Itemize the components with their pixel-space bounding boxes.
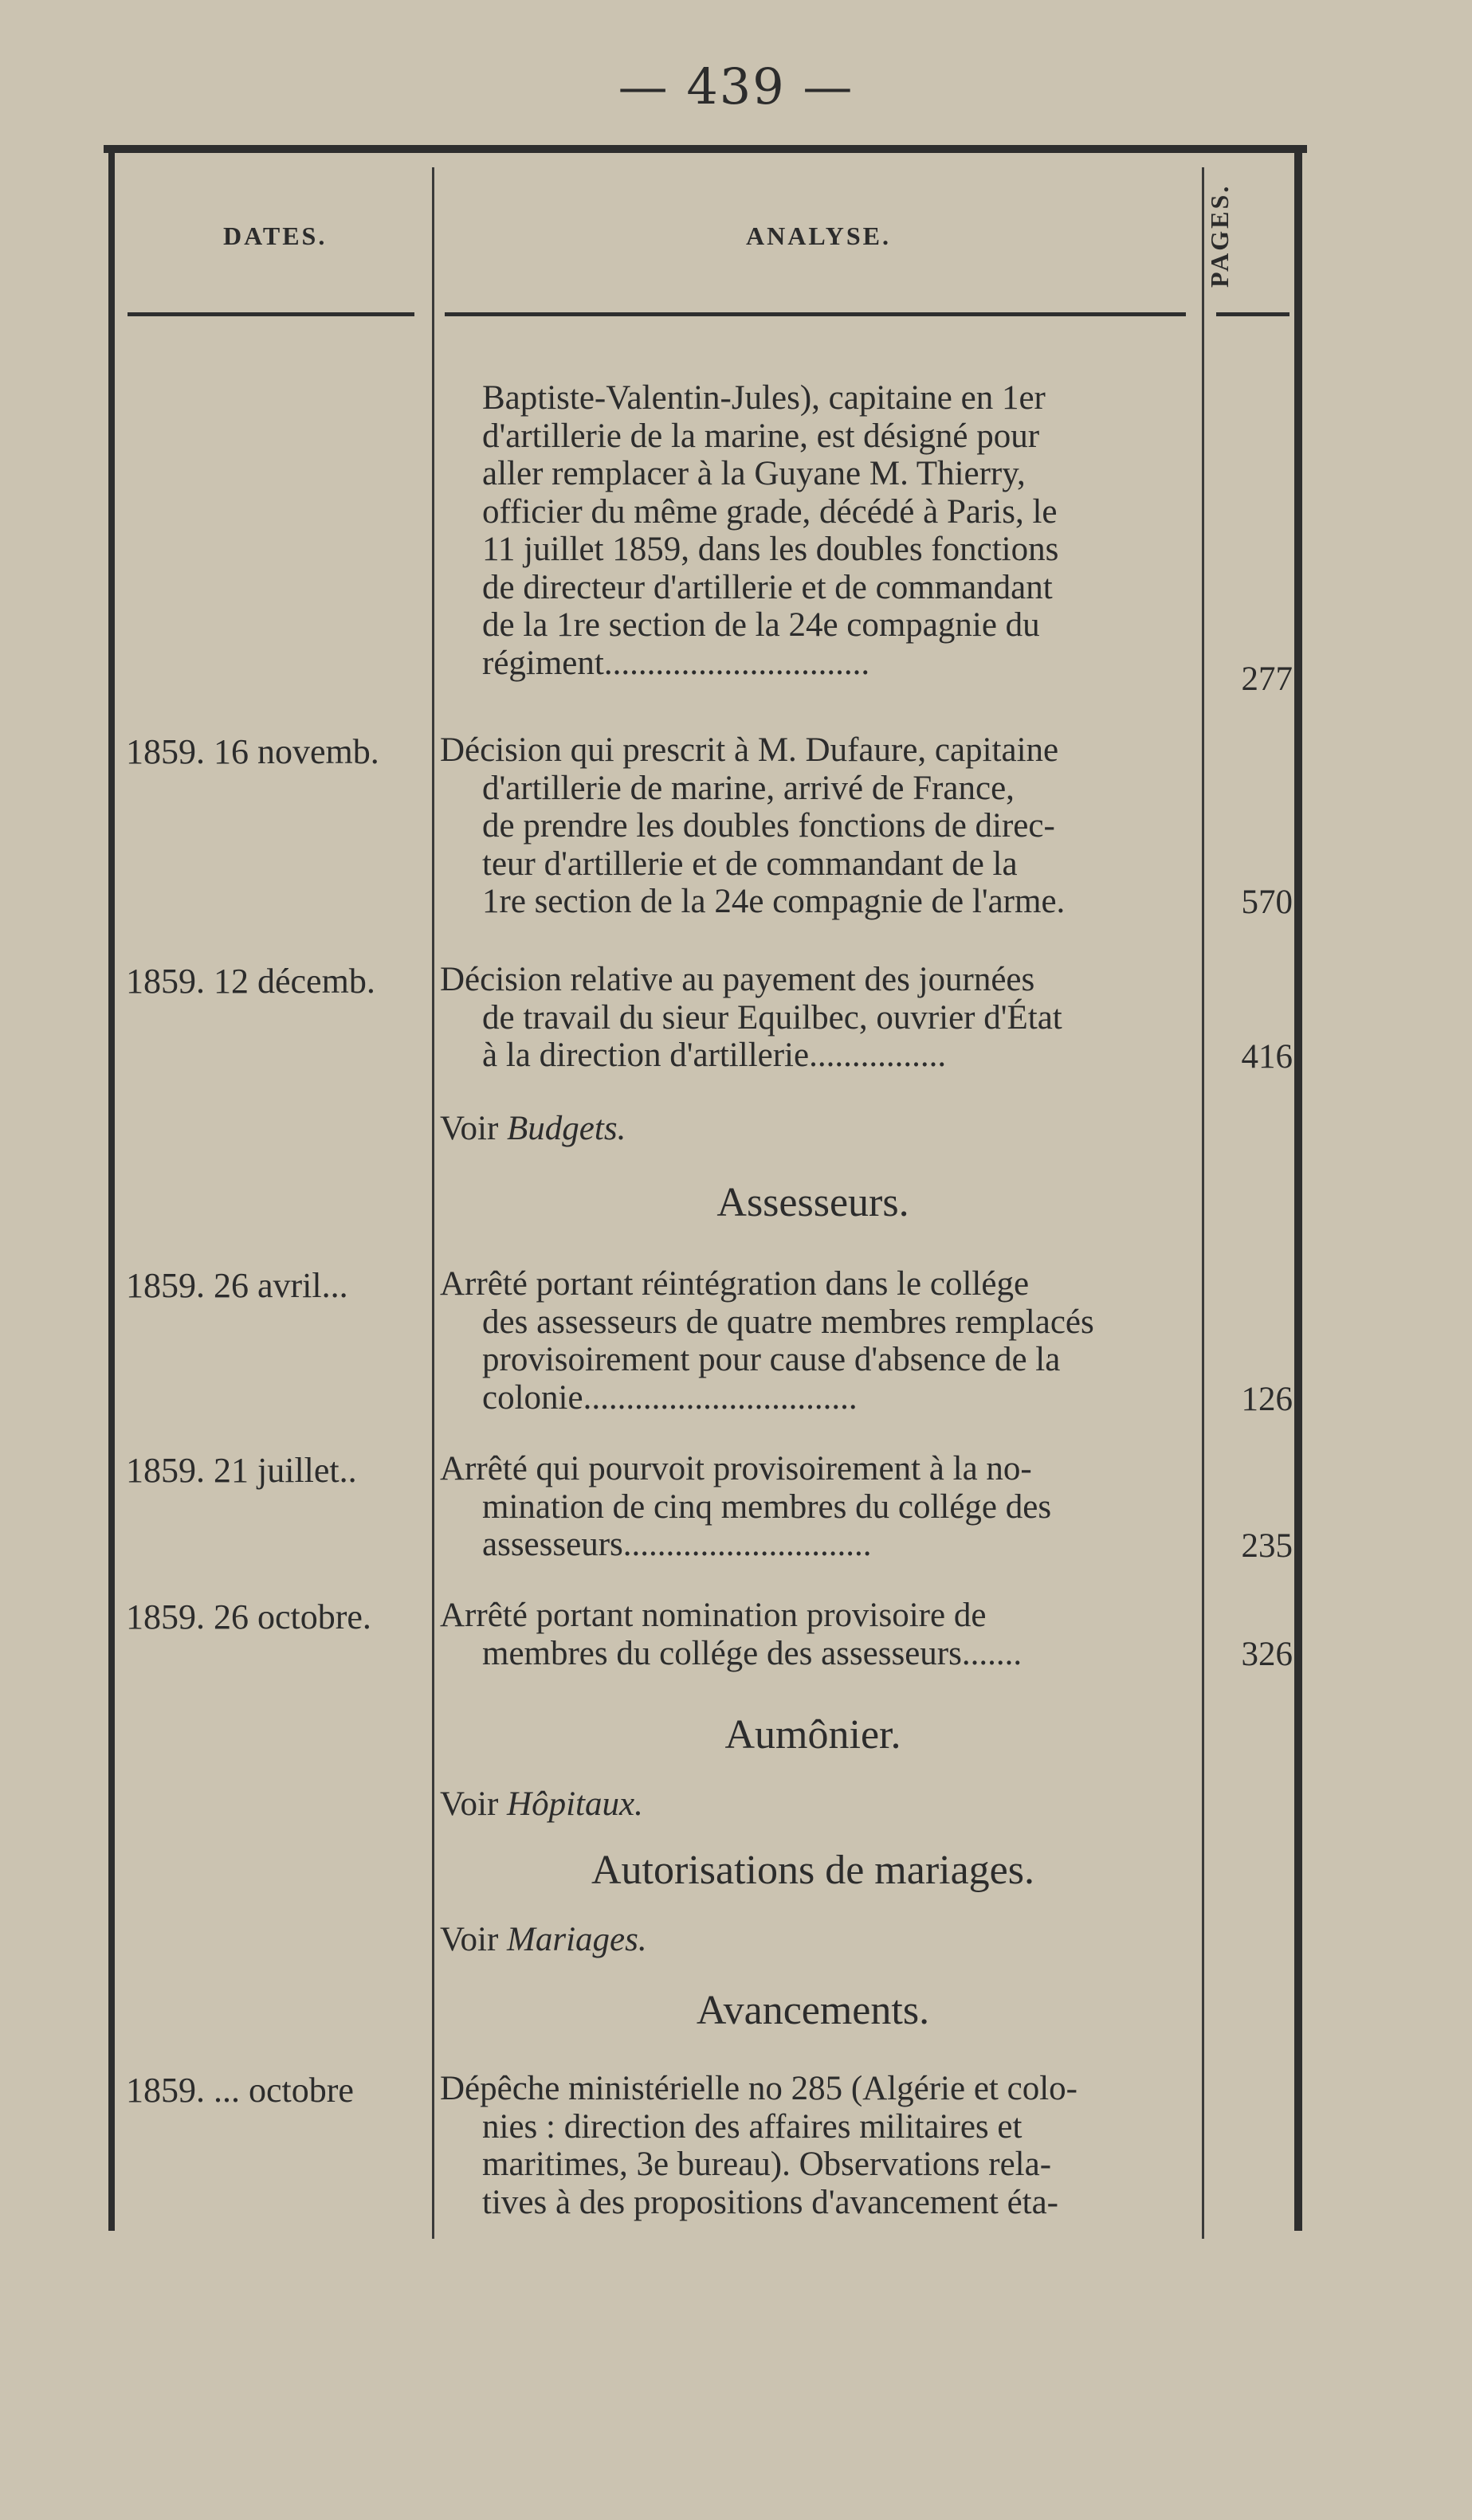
see-also-ref: Mariages. bbox=[507, 1921, 647, 1958]
page-ref: 326 bbox=[1241, 1636, 1293, 1673]
text-line: de prendre les doubles fonctions de direc- bbox=[482, 807, 1055, 845]
page-ref: 416 bbox=[1241, 1038, 1293, 1076]
entry-date: 1859. ... octobre bbox=[126, 2071, 354, 2110]
header-rule-dates bbox=[128, 312, 414, 316]
column-divider-pages bbox=[1202, 167, 1204, 2239]
text-line: Arrêté portant nomination provisoire de bbox=[440, 1597, 987, 1634]
text-line: de la 1re section de la 24e compagnie du bbox=[482, 606, 1040, 644]
text-line: 1re section de la 24e compagnie de l'arme. bbox=[482, 883, 1066, 920]
text-line: Arrêté portant réintégration dans le collége bbox=[440, 1265, 1030, 1303]
text-line: tives à des propositions d'avancement éta- bbox=[482, 2183, 1059, 2221]
text-line: de directeur d'artillerie et de commandant bbox=[482, 568, 1053, 606]
page-ref: 570 bbox=[1241, 884, 1293, 921]
header-analyse: ANALYSE. bbox=[746, 221, 891, 250]
entry-text bbox=[440, 1597, 1022, 1672]
text-line: membres du collége des assesseurs....... bbox=[482, 1634, 1023, 1672]
see-also-budgets: Voir Budgets. bbox=[440, 1110, 626, 1147]
text-line: Dépêche ministérielle no 285 (Algérie et colo- bbox=[440, 2070, 1078, 2107]
entry-date: 1859. 26 avril... bbox=[126, 1266, 348, 1305]
see-also-ref: Budgets. bbox=[507, 1110, 626, 1147]
text-line: d'artillerie de la marine, est désigné pour bbox=[482, 417, 1040, 455]
text-line: Décision relative au payement des journées bbox=[440, 961, 1035, 998]
text-line: maritimes, 3e bureau). Observations rela- bbox=[482, 2146, 1052, 2183]
see-also-hopitaux: Voir Hôpitaux. bbox=[440, 1785, 643, 1823]
top-rule bbox=[104, 145, 1307, 153]
section-heading: Assesseurs. bbox=[716, 1180, 909, 1225]
text-line: teur d'artillerie et de commandant de la bbox=[482, 845, 1018, 883]
text-line: des assesseurs de quatre membres remplacés bbox=[482, 1303, 1094, 1341]
header-dates: DATES. bbox=[223, 221, 328, 250]
text-line: officier du même grade, décédé à Paris, le bbox=[482, 492, 1058, 531]
section-heading: Aumônier. bbox=[724, 1712, 901, 1758]
text-line: Baptiste-Valentin-Jules), capitaine en 1er bbox=[482, 379, 1046, 417]
text-line: provisoirement pour cause d'absence de la bbox=[482, 1341, 1061, 1378]
entry-text bbox=[440, 2070, 1078, 2221]
entry-date: 1859. 12 décemb. bbox=[126, 962, 375, 1001]
text-line: d'artillerie de marine, arrivé de France, bbox=[482, 769, 1015, 807]
page-number: — 439 — bbox=[618, 57, 854, 116]
header-rule-pages bbox=[1216, 312, 1289, 316]
entry-text bbox=[440, 731, 1065, 921]
text-line: de travail du sieur Equilbec, ouvrier d'État bbox=[482, 998, 1062, 1037]
page-ref: 235 bbox=[1241, 1527, 1293, 1565]
text-line: Arrêté qui pourvoit provisoirement à la no- bbox=[440, 1450, 1032, 1487]
left-border bbox=[108, 151, 115, 2231]
text-line: Décision qui prescrit à M. Dufaure, capitaine bbox=[440, 731, 1059, 769]
see-also-mariages: Voir Mariages. bbox=[440, 1921, 647, 1958]
text-line: assesseurs............................. bbox=[482, 1526, 872, 1563]
section-heading: Avancements. bbox=[696, 1988, 930, 2033]
entry-date: 1859. 16 novemb. bbox=[126, 732, 379, 771]
text-line: mination de cinq membres du collége des bbox=[482, 1487, 1052, 1526]
entry-text bbox=[440, 1450, 1051, 1564]
entry-text bbox=[440, 1265, 1094, 1417]
right-border bbox=[1294, 151, 1302, 2231]
text-line: régiment............................... bbox=[482, 644, 870, 682]
column-divider-dates bbox=[432, 167, 434, 2239]
entry-text bbox=[440, 961, 1062, 1075]
text-line: aller remplacer à la Guyane M. Thierry, bbox=[482, 455, 1026, 492]
page-ref: 126 bbox=[1241, 1381, 1293, 1418]
text-line: colonie................................ bbox=[482, 1378, 858, 1417]
section-heading: Autorisations de mariages. bbox=[591, 1848, 1034, 1893]
entry-date: 1859. 21 juillet.. bbox=[126, 1451, 357, 1490]
header-pages: PAGES. bbox=[1205, 183, 1234, 288]
see-also-ref: Hôpitaux. bbox=[507, 1785, 643, 1823]
continuation-text bbox=[482, 379, 1058, 682]
text-line: nies : direction des affaires militaires et bbox=[482, 2107, 1023, 2146]
text-line: à la direction d'artillerie................ bbox=[482, 1037, 947, 1074]
header-rule-analyse bbox=[445, 312, 1186, 316]
text-line: 11 juillet 1859, dans les doubles fonctions bbox=[482, 531, 1059, 568]
entry-date: 1859. 26 octobre. bbox=[126, 1597, 371, 1636]
page-ref: 277 bbox=[1241, 660, 1293, 698]
